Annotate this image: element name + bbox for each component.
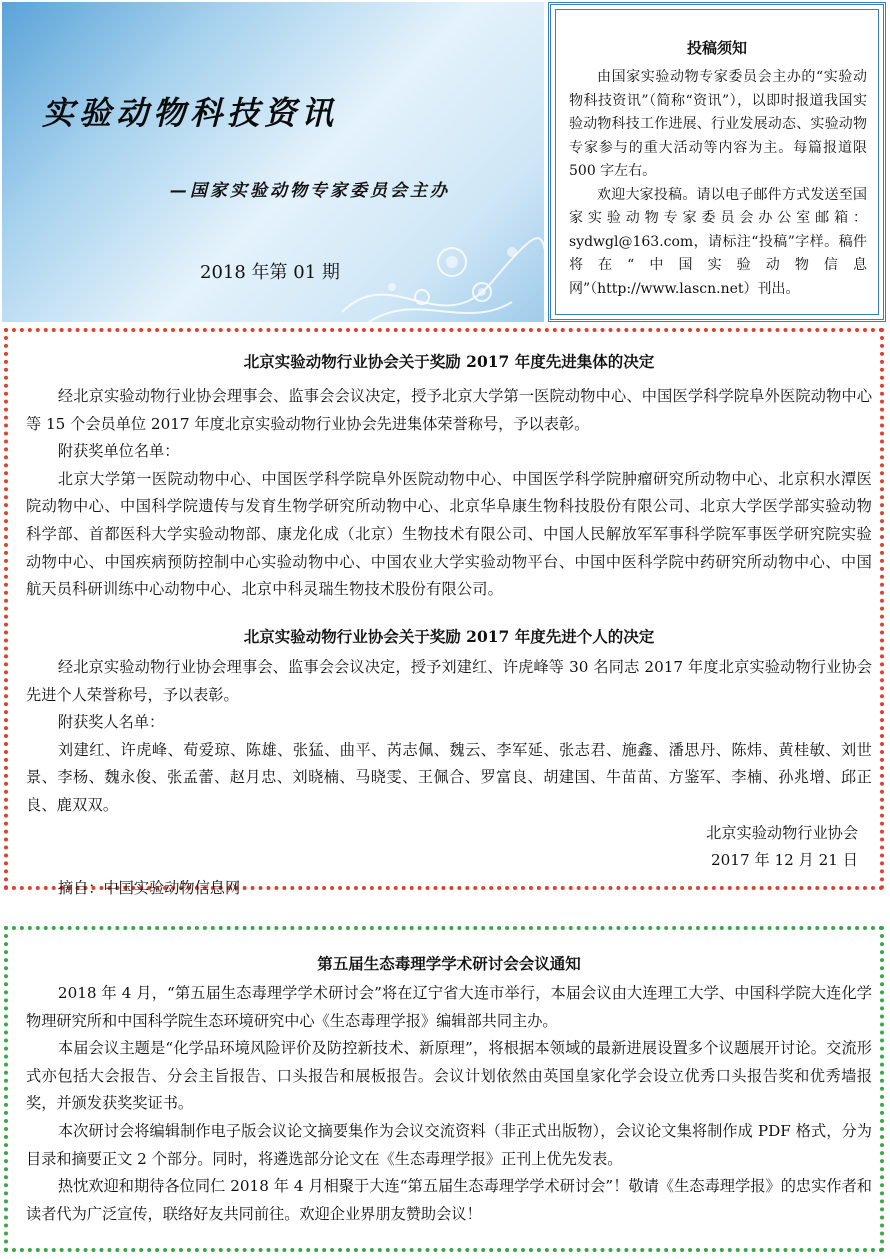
- award-persons-list: 刘建红、许虎峰、荀爱琼、陈雄、张猛、曲平、芮志佩、魏云、李军延、张志君、施鑫、潘思丹、陈炜、黄桂敏、刘世景、李杨、魏永俊、张孟蕾、赵月忠、刘晓楠、马晓雯、王佩合、罗富良、胡建国、牛苗苗、方鉴军、李楠、孙兆增、邱正良、鹿双双。: [26, 740, 872, 814]
- article-paragraph: 2018 年 4 月，“第五届生态毒理学学术研讨会”将在辽宁省大连市举行，本届会议由大连理工大学、中国科学院大连化学物理研究所和中国科学院生态环境研究中心《生态毒理学报》编辑部共同主办。: [26, 984, 872, 1030]
- award-units-list: 北京大学第一医院动物中心、中国医学科学院阜外医院动物中心、中国医学科学院肿瘤研究所动物中心、北京积水潭医院动物中心、中国科学院遗传与发育生物学研究所动物中心、北京华阜康生物科技股份有限公司、北京大学医学部实验动物科学部、首都医科大学实验动物部、康龙化成（北京）生物技术有限公司、中国人民解放军军事科学院军事医学研究院实验动物中心、中国疾病预防控制中心实验动物中心、中国农业大学实验动物平台、中国中医科学院中药研究所动物中心、中国航天员科研训练中心动物中心、北京中科灵瑞生物技术股份有限公司。: [26, 469, 872, 599]
- awards-section: [4, 328, 884, 897]
- issue-date: 2017 年 12 月 21 日: [710, 851, 858, 870]
- issue-number: 2018 年第 01 期: [200, 262, 340, 283]
- article-paragraph: 经北京实验动物行业协会理事会、监事会会议决定，授予北京大学第一医院动物中心、中国医学科学院阜外医院动物中心等 15 个会员单位 2017 年度北京实验动物行业协会先进集体荣誉称号，予以表彰。: [26, 387, 872, 433]
- article-title: 第五届生态毒理学学术研讨会会议通知: [317, 954, 581, 973]
- magazine-title: 实验动物科技资讯: [42, 94, 339, 132]
- masthead: [2, 2, 544, 322]
- notice-paragraph: 由国家实验动物专家委员会主办的“实验动物科技资讯”（简称“资讯”），以即时报道我国实验动物科技工作进展、行业发展动态、实验动物专家参与的重大活动等内容为主。每篇报道限 500 字左右。: [569, 69, 867, 179]
- conference-section: [4, 926, 884, 1252]
- article-paragraph: 经北京实验动物行业协会理事会、监事会会议决定，授予刘建红、许虎峰等 30 名同志 2017 年度北京实验动物行业协会先进个人荣誉称号，予以表彰。: [26, 658, 872, 704]
- submission-notice: [548, 2, 886, 322]
- source-note: 摘自：中国实验动物信息网: [57, 878, 241, 897]
- issuing-organization: 北京实验动物行业协会: [706, 823, 858, 842]
- magazine-subtitle: —国家实验动物专家委员会主办: [170, 181, 450, 201]
- article-title: 北京实验动物行业协会关于奖励 2017 年度先进个人的决定: [243, 627, 655, 646]
- article-paragraph: 热忱欢迎和期待各位同仁 2018 年 4 月相聚于大连“第五届生态毒理学学术研讨会”！敬请《生态毒理学报》的忠实作者和读者代为广泛宣传，联络好友共同前往。欢迎企业界朋友赞助会议！: [26, 1177, 872, 1223]
- floral-decoration: [332, 192, 544, 322]
- article-paragraph: 本次研讨会将编辑制作电子版会议论文摘要集作为会议交流资料（非正式出版物），会议论文集将制作成 PDF 格式，分为目录和摘要正文 2 个部分。同时，将遴选部分论文在《生态毒理学报》正刊上优先发表。: [26, 1121, 872, 1168]
- article-paragraph: 本届会议主题是“化学品环境风险评价及防控新技术、新原理”，将根据本领域的最新进展设置多个议题展开讨论。交流形式亦包括大会报告、分会主旨报告、口头报告和展板报告。会议计划依然由英国皇家化学会设立优秀口头报告奖和优秀墙报奖，并颁发获奖奖证书。: [26, 1039, 872, 1113]
- list-label: 附获奖人名单：: [57, 713, 165, 732]
- notice-paragraph: 欢迎大家投稿。请以电子邮件方式发送至国家实验动物专家委员会办公室邮箱：sydwgl@163.com，请标注“投稿”字样。稿件将在“中国实验动物信息网”（http://www.lascn.net）刊出。: [569, 186, 867, 297]
- list-label: 附获奖单位名单：: [57, 442, 180, 461]
- article-title: 北京实验动物行业协会关于奖励 2017 年度先进集体的决定: [243, 352, 655, 371]
- notice-title: 投稿须知: [686, 39, 747, 57]
